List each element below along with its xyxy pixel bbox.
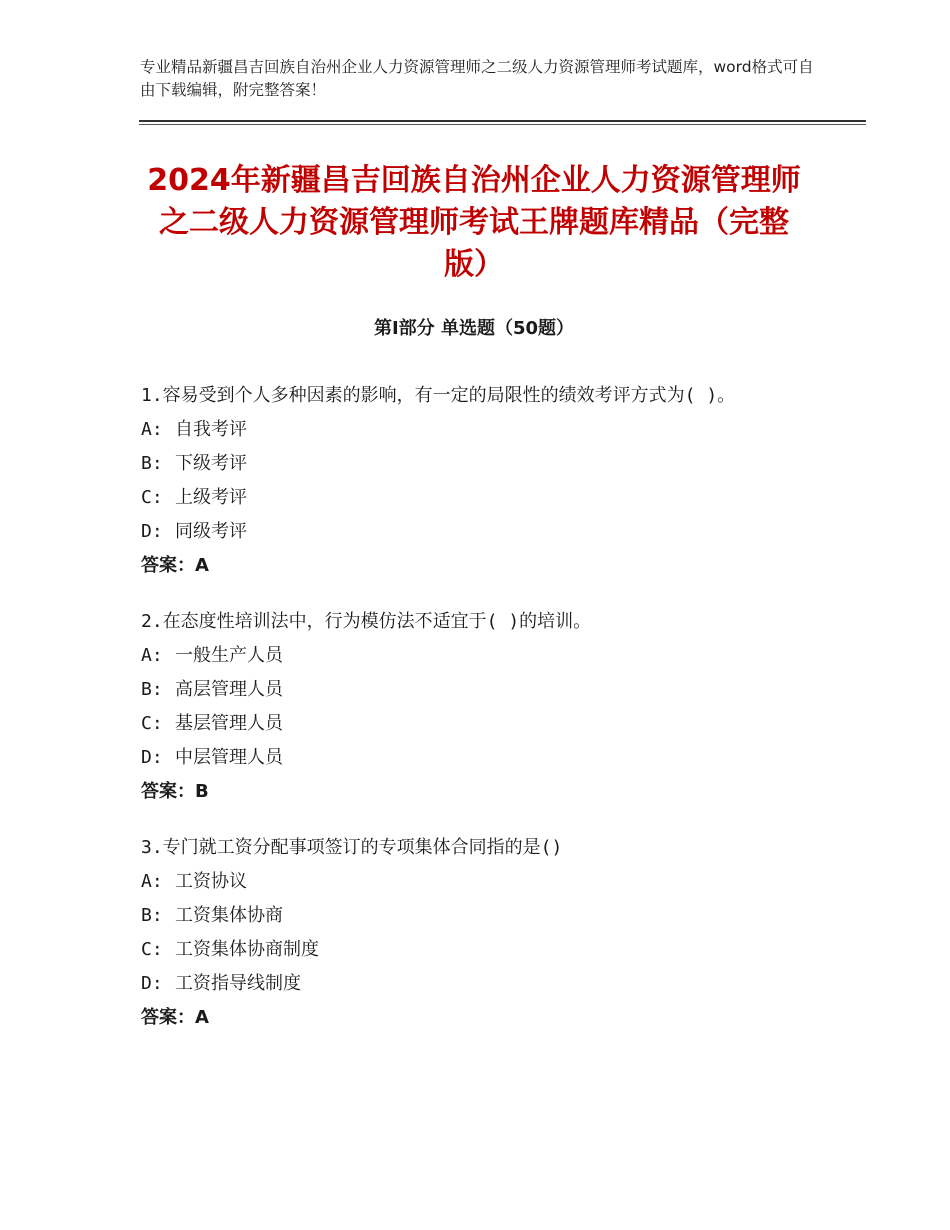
option-text: 基层管理人员: [175, 713, 283, 734]
option-text: 同级考评: [175, 521, 247, 542]
option-d: [141, 746, 821, 770]
option-text: 工资集体协商制度: [175, 939, 319, 960]
question-stem: 1.容易受到个人多种因素的影响，有一定的局限性的绩效考评方式为( )。: [141, 385, 736, 406]
option-a: [141, 870, 821, 894]
option-letter: D:: [141, 973, 163, 994]
answer-text: 答案：B: [141, 781, 209, 802]
document-title: 2024年新疆昌吉回族自治州企业人力资源管理师之二级人力资源管理师考试王牌题库精品（完整版）: [147, 163, 801, 282]
option-letter: B:: [141, 679, 163, 700]
question-list: [141, 384, 821, 1062]
option-c: [141, 938, 821, 962]
option-d: [141, 972, 821, 996]
section-title: 第Ⅰ部分 单选题（50题）: [373, 318, 574, 339]
option-text: 中层管理人员: [175, 747, 283, 768]
option-b: [141, 904, 821, 928]
header-divider-thick: [139, 120, 866, 122]
option-letter: B:: [141, 905, 163, 926]
option-text: 工资集体协商: [175, 905, 283, 926]
option-b: [141, 678, 821, 702]
option-a: [141, 644, 821, 668]
option-text: 高层管理人员: [175, 679, 283, 700]
header-divider-thin: [139, 124, 866, 125]
option-a: [141, 418, 821, 442]
option-text: 一般生产人员: [175, 645, 283, 666]
option-text: 上级考评: [175, 487, 247, 508]
option-letter: C:: [141, 939, 163, 960]
option-b: [141, 452, 821, 476]
question-stem: 2.在态度性培训法中，行为模仿法不适宜于( )的培训。: [141, 611, 592, 632]
header-note: 专业精品新疆昌吉回族自治州企业人力资源管理师之二级人力资源管理师考试题库，word格式可自由下载编辑，附完整答案！: [140, 58, 814, 99]
answer-text: 答案：A: [141, 1007, 209, 1028]
option-c: [141, 712, 821, 736]
option-d: [141, 520, 821, 544]
question-stem: 3.专门就工资分配事项签订的专项集体合同指的是(): [141, 837, 563, 858]
option-letter: A:: [141, 645, 163, 666]
option-text: 下级考评: [175, 453, 247, 474]
answer-text: 答案：A: [141, 555, 209, 576]
option-letter: A:: [141, 419, 163, 440]
option-letter: B:: [141, 453, 163, 474]
question-3: [141, 836, 821, 1030]
question-1: [141, 384, 821, 578]
option-letter: C:: [141, 487, 163, 508]
option-letter: D:: [141, 521, 163, 542]
option-text: 工资指导线制度: [175, 973, 301, 994]
option-text: 自我考评: [175, 419, 247, 440]
option-c: [141, 486, 821, 510]
option-text: 工资协议: [175, 871, 247, 892]
question-2: [141, 610, 821, 804]
option-letter: A:: [141, 871, 163, 892]
option-letter: C:: [141, 713, 163, 734]
option-letter: D:: [141, 747, 163, 768]
